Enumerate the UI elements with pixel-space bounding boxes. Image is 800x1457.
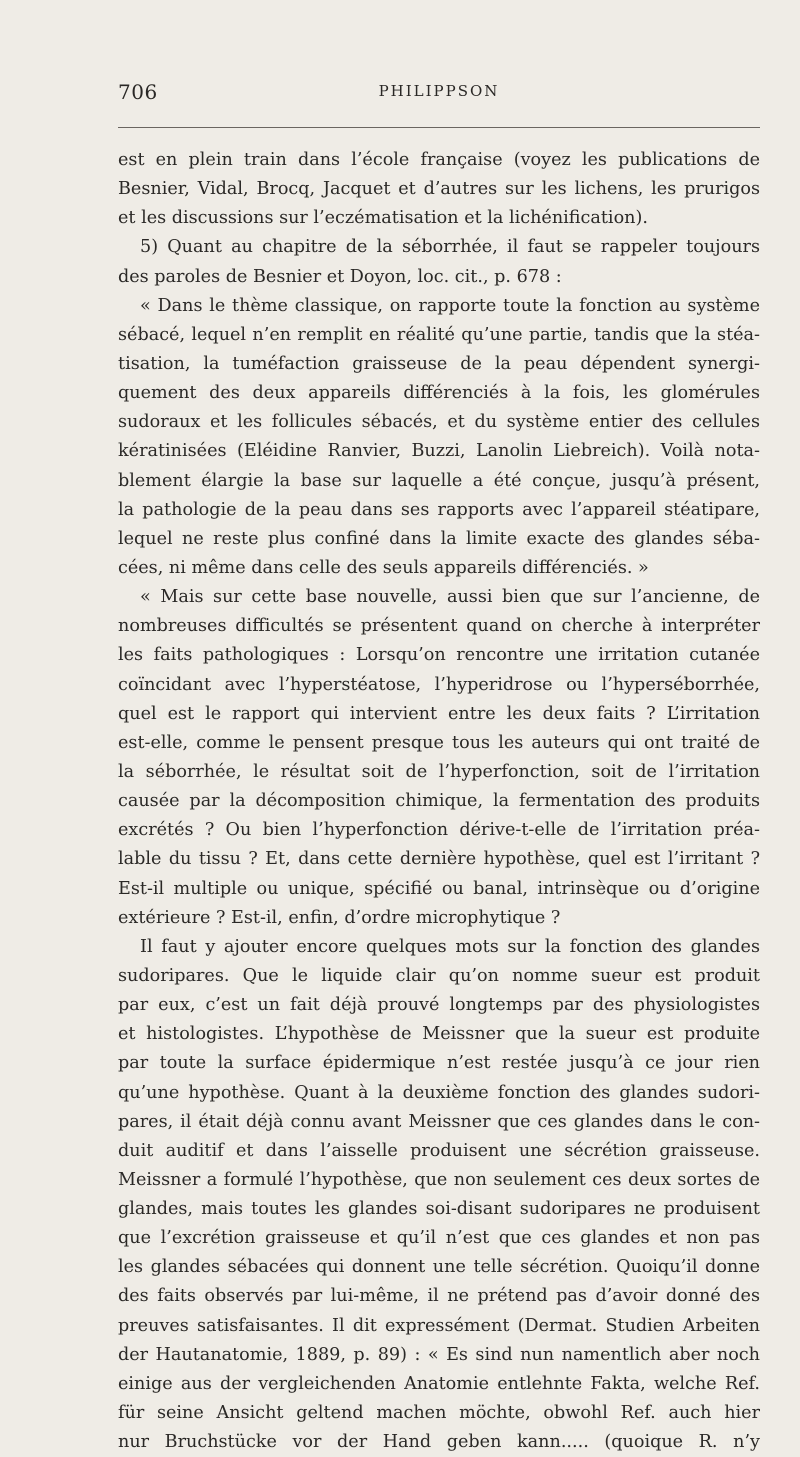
text-line: des faits observés par lui-même, il ne prétend pas d’avoir donné des bbox=[118, 1286, 760, 1307]
text-line: lequel ne reste plus confiné dans la limite exacte des glandes séba- bbox=[118, 528, 760, 549]
text-line: et histologistes. L’hypothèse de Meissner que la sueur est produite bbox=[118, 1024, 760, 1045]
text-line: nur Bruchstücke vor der Hand geben kann..... (quoique R. n’y bbox=[118, 1432, 760, 1453]
text-line: für seine Ansicht geltend machen möchte, obwohl Ref. auch hier bbox=[118, 1403, 760, 1424]
text-line: pares, il était déjà connu avant Meissner que ces glandes dans le con- bbox=[118, 1111, 760, 1132]
header-rule bbox=[118, 127, 760, 128]
text-line: qu’une hypothèse. Quant à la deuxième fonction des glandes sudori- bbox=[118, 1082, 760, 1103]
text-line: Besnier, Vidal, Brocq, Jacquet et d’autres sur les lichens, les prurigos bbox=[118, 179, 760, 200]
text-line: Est-il multiple ou unique, spécifié ou banal, intrinsèque ou d’origine bbox=[118, 878, 760, 899]
text-line: quement des deux appareils différenciés à la fois, les glomérules bbox=[118, 383, 760, 404]
text-line: la séborrhée, le résultat soit de l’hyperfonction, soit de l’irritation bbox=[118, 761, 760, 782]
text-line: kératinisées (Eléidine Ranvier, Buzzi, Lanolin Liebreich). Voilà nota- bbox=[118, 441, 760, 462]
text-line: les glandes sébacées qui donnent une telle sécrétion. Quoiqu’il donne bbox=[118, 1257, 760, 1278]
page-number: 706 bbox=[118, 80, 158, 104]
text-line: sudoripares. Que le liquide clair qu’on nomme sueur est produit bbox=[118, 965, 760, 986]
text-line: nombreuses difficultés se présentent quand on cherche à interpréter bbox=[118, 616, 760, 637]
text-line: blement élargie la base sur laquelle a été conçue, jusqu’à présent, bbox=[118, 470, 760, 491]
text-line: par toute la surface épidermique n’est restée jusqu’à ce jour rien bbox=[118, 1053, 760, 1074]
text-line: glandes, mais toutes les glandes soi-disant sudoripares ne produisent bbox=[118, 1199, 760, 1220]
text-line: Il faut y ajouter encore quelques mots sur la fonction des glandes bbox=[140, 936, 760, 957]
text-line: 5) Quant au chapitre de la séborrhée, il faut se rappeler toujours bbox=[140, 237, 760, 258]
text-line: quel est le rapport qui intervient entre les deux faits ? L’irritation bbox=[118, 703, 760, 724]
text-line: « Dans le thème classique, on rapporte toute la fonction au système bbox=[140, 295, 760, 316]
text-line: tisation, la tuméfaction graisseuse de la peau dépendent synergi- bbox=[118, 353, 760, 374]
text-line: sudoraux et les follicules sébacés, et du système entier des cellules bbox=[118, 412, 760, 433]
text-line: par eux, c’est un fait déjà prouvé longtemps par des physiologistes bbox=[118, 995, 760, 1016]
body-text bbox=[118, 146, 760, 1457]
text-line: lable du tissu ? Et, dans cette dernière hypothèse, quel est l’irritant ? bbox=[118, 849, 760, 870]
text-line: preuves satisfaisantes. Il dit expressément (Dermat. Studien Arbeiten bbox=[118, 1315, 760, 1336]
text-line: sébacé, lequel n’en remplit en réalité qu’une partie, tandis que la stéa- bbox=[118, 324, 760, 345]
text-line: et les discussions sur l’eczématisation et la lichénification). bbox=[118, 208, 648, 229]
text-line: Meissner a formulé l’hypothèse, que non seulement ces deux sortes de bbox=[118, 1169, 760, 1190]
text-line: est en plein train dans l’école française (voyez les publications de bbox=[118, 150, 760, 170]
text-line: cées, ni même dans celle des seuls appareils différenciés. » bbox=[118, 557, 649, 578]
text-line: causée par la décomposition chimique, la fermentation des produits bbox=[118, 791, 760, 812]
text-line: des paroles de Besnier et Doyon, loc. cit., p. 678 : bbox=[118, 266, 562, 287]
text-line: la pathologie de la peau dans ses rapports avec l’appareil stéatipare, bbox=[118, 499, 760, 520]
text-line: les faits pathologiques : Lorsqu’on rencontre une irritation cutanée bbox=[118, 645, 760, 666]
text-line: extérieure ? Est-il, enfin, d’ordre microphytique ? bbox=[118, 907, 561, 928]
text-line: duit auditif et dans l’aisselle produisent une sécrétion graisseuse. bbox=[118, 1140, 760, 1161]
text-line: que l’excrétion graisseuse et qu’il n’est que ces glandes et non pas bbox=[118, 1228, 760, 1249]
page-header bbox=[118, 80, 760, 110]
text-line: einige aus der vergleichenden Anatomie entlehnte Fakta, welche Ref. bbox=[118, 1373, 760, 1394]
text-line: coïncidant avec l’hyperstéatose, l’hyperidrose ou l’hyperséborrhée, bbox=[118, 674, 760, 695]
running-head: PHILIPPSON bbox=[378, 82, 500, 100]
text-line: der Hautanatomie, 1889, p. 89) : « Es sind nun namentlich aber noch bbox=[118, 1344, 760, 1365]
text-line: excrétés ? Ou bien l’hyperfonction dérive-t-elle de l’irritation préa- bbox=[118, 820, 760, 841]
text-line: est-elle, comme le pensent presque tous les auteurs qui ont traité de bbox=[118, 732, 760, 753]
text-line: « Mais sur cette base nouvelle, aussi bien que sur l’ancienne, de bbox=[140, 587, 760, 608]
